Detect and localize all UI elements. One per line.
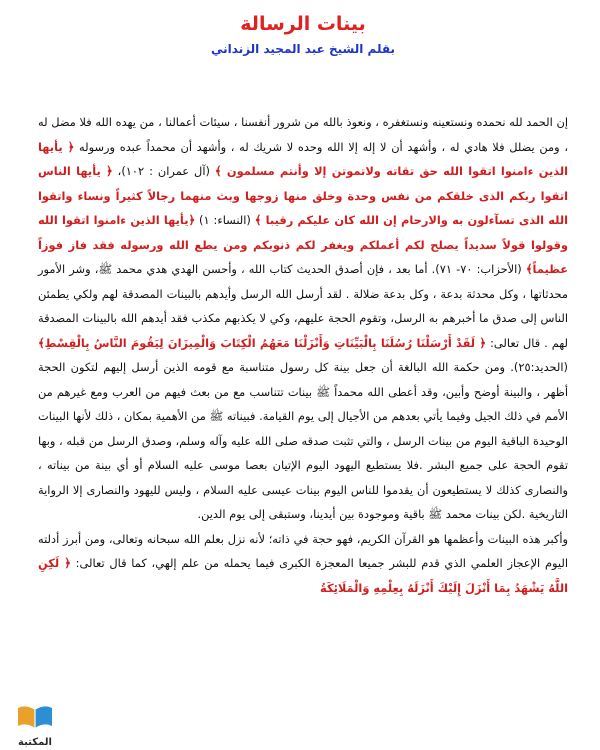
opening-text: إن الحمد لله نحمده ونستعينه ونستغفره ، ونعوذ بالله من شرور أنفسنا ، سيئات أعمالنا ، من يهده الله فلا مضل له ، ومن يضلل فلا هادي له ، وأشهد أن لا إله إلا الله وحده لا شريك له ، وأشهد أن محمداً عبده ورسوله — [38, 115, 568, 154]
verse-reference-3: (الأحزاب: ٧٠- ٧١). — [431, 262, 522, 276]
quran-verse-5: ﴿ لَكِنِ اللَّهُ يَشْهَدُ بِمَا أَنْزَلَ إِلَيْكَ أَنْزَلَهُ بِعِلْمِهِ وَالْمَلَائِكَةُ — [38, 556, 568, 595]
document-page — [38, 10, 568, 740]
body-text-3: وأكبر هذه البينات وأعظمها هو القرآن الكريم، فهو حجة في ذاته؛ لأنه نزل بعلم الله سبحانه وتعالى، ومن أبرز أدلته اليوم الإعجاز العلمي الذي قدم للبشر جميعا المعجزة الكبرى فيما يحمله من علم إلهي، كما قال تعالى: — [38, 531, 568, 570]
verse-reference-1: (آل عمران : ١٠٢)، — [117, 164, 210, 178]
book-icon — [16, 704, 54, 730]
page-title: بينات الرسالة — [240, 13, 366, 35]
quran-verse-2: ﴿ يأيها الناس اتقوا ربكم الذى خلقكم من نفس وحدة وخلق منها زوجها وبث منهما رجالاً كثيراً ونساء واتقوا الله الذى تسآءلون به والارحام إن الله كان عليكم رقيبا ﴾ — [38, 164, 569, 227]
verse-reference-2: (النساء: ١) — [199, 213, 251, 227]
logo-label: المكتبة — [18, 737, 52, 748]
body-text-1: أما بعد ، فإن أصدق الحديث كتاب الله ، وأحسن الهدي هدي محمد ﷺ، وشر الأمور محدثاتها ، وكل محدثة بدعة ، وكل بدعة ضلالة . لقد أرسل الله الرسل وأيدهم بالبينات المصدقة لهم ولكي يطمئن الناس إلى صدق ما أخبرهم به الرسل، وتقوم الحجة عليهم، وكي لا يكذبهم مكذب فقد أيدهم الله بالبينات المصدقة لهم . قال تعالى: — [38, 262, 568, 350]
paragraph-1 — [38, 110, 568, 527]
article-body — [38, 110, 568, 600]
author-line: بقلم الشيخ عبد المجيد الزنداني — [211, 42, 395, 56]
library-logo — [2, 704, 68, 748]
quran-verse-4: ﴿ لَقَدْ أَرْسَلْنَا رُسُلَنَا بِالْبَيِّنَاتِ وَأَنْزَلْنَا مَعَهُمُ الْكِتَابَ وَالْمِيزَانَ لِيَقُومَ النَّاسُ بِالْقِسْطِ﴾ — [38, 335, 487, 350]
quran-verse-3: ﴿يأيها الذين ءامنوا اتقوا الله وقولوا قولاً سديداً يصلح لكم أعملكم ويغفر لكم ذنوبكم ومن يطع الله ورسوله فقد فاز فوزاً عظيماً﴾ — [38, 213, 568, 276]
quran-verse-1: ﴿ يأيها الذين ءامنوا اتقوا الله حق تقاته ولاتموتن إلا وأنتم مسلمون ﴾ — [38, 139, 568, 178]
body-text-2: ومن حكمة الله البالغة أن جعل بينة كل رسول متناسبة مع قومه الذين أرسل إليهم لتكون الحجة أظهر ، والبينة أوضح وأبين، وقد أعطى الله محمداً ﷺ بينات تتناسب مع من بعث فيهم من العرب ومع غيرهم من الأمم في ذلك الجيل وفيما يأتي بعدهم من الأجيال إلى يوم القيامة. فبيناته ﷺ من الأهمية بمكان ، ذلك لأنها البينات الوحيدة الباقية اليوم من بينات الرسل ، والتي تثبت صدقه صلى الله عليه وآله وسلم، وصدق الرسل من قبله ، وبها تقوم الحجة على جميع البشر .فلا يستطيع اليهود اليوم الإتيان بعصا موسى عليه السلام أو أي بينة من بيناته ، والنصارى كذلك لا يستطيعون أن يقدموا للناس اليوم بينات عيسى عليه السلام ، وليس لليهود والنصارى إلا الرواية التاريخية .لكن بينات محمد ﷺ باقية وموجودة بين أيدينا، وستبقى إلى يوم الدين. — [38, 360, 568, 521]
verse-reference-4: (الحديد:٢٥). — [510, 360, 568, 374]
paragraph-2 — [38, 527, 568, 601]
